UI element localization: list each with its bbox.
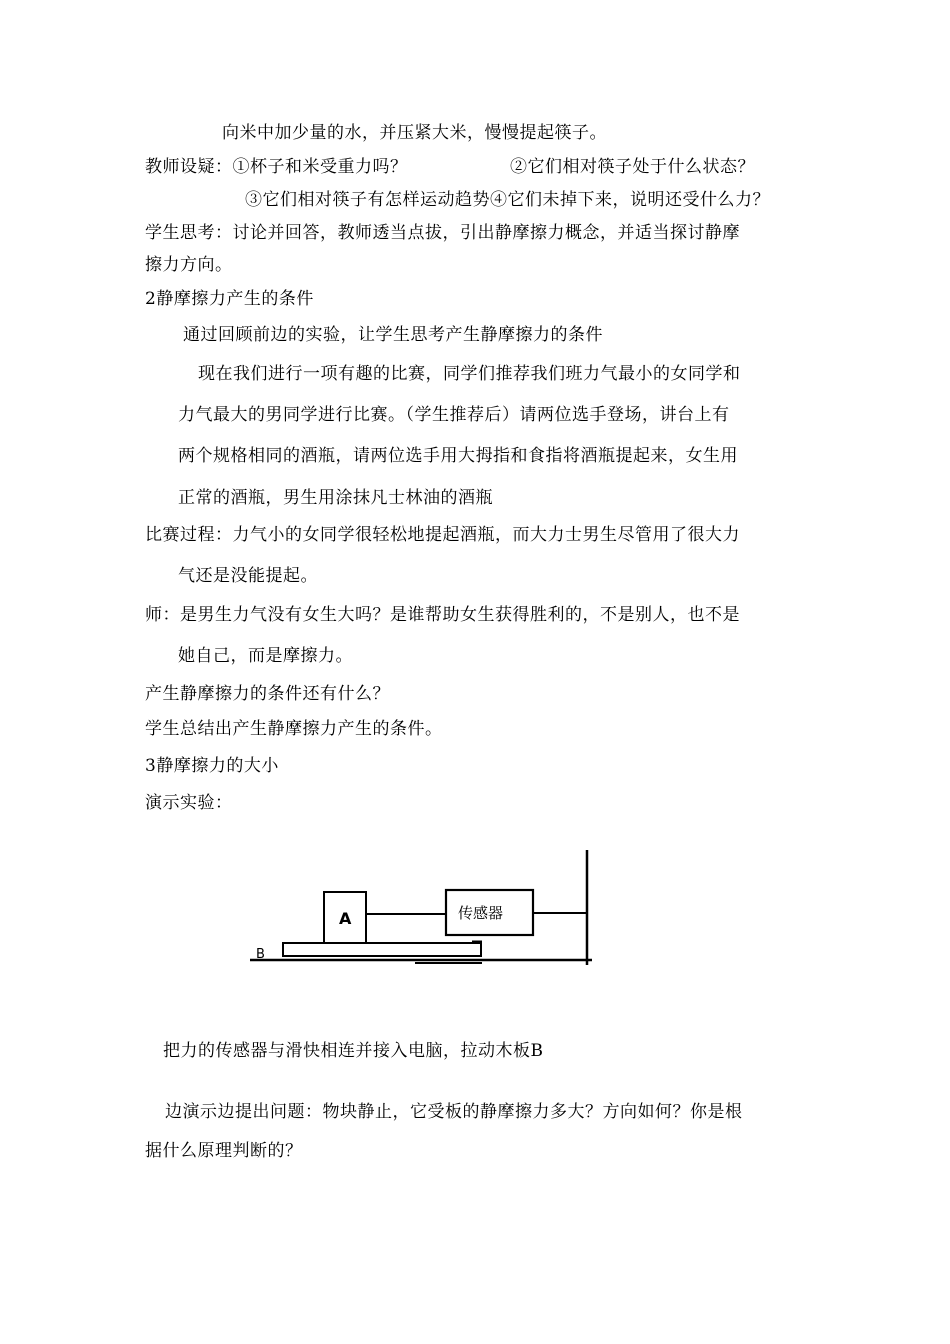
text-line-13: 气还是没能提起。 <box>178 566 318 586</box>
text-line-3: ③它们相对筷子有怎样运动趋势④它们未掉下来，说明还受什么力？ <box>245 190 770 210</box>
block-a-label: A <box>339 909 352 928</box>
text-line-20: 把力的传感器与滑快相连并接入电脑，拉动木板B <box>163 1041 544 1061</box>
text-line-10: 两个规格相同的酒瓶，请两位选手用大拇指和食指将酒瓶提起来，女生用 <box>178 446 738 466</box>
text-line-22: 据什么原理判断的？ <box>145 1141 303 1161</box>
text-line-16: 产生静摩擦力的条件还有什么？ <box>145 684 390 704</box>
board-label: B <box>256 947 265 962</box>
text-line-15: 她自己，而是摩擦力。 <box>178 646 353 666</box>
text-line-1: 向米中加少量的水，并压紧大米，慢慢提起筷子。 <box>222 123 607 143</box>
experiment-diagram <box>240 845 610 975</box>
text-line-21: 边演示边提出问题：物块静止，它受板的静摩擦力多大？方向如何？你是根 <box>165 1102 743 1122</box>
text-line-7: 通过回顾前边的实验，让学生思考产生静摩擦力的条件 <box>183 325 603 345</box>
section-heading-2: 2静摩擦力产生的条件 <box>145 289 314 309</box>
text-line-11: 正常的酒瓶，男生用涂抹凡士林油的酒瓶 <box>178 488 493 508</box>
text-line-14: 师：是男生力气没有女生大吗？是谁帮助女生获得胜利的，不是别人，也不是 <box>145 605 740 625</box>
board-b <box>283 943 481 956</box>
text-line-8: 现在我们进行一项有趣的比赛，同学们推荐我们班力气最小的女同学和 <box>198 364 741 384</box>
text-line-19: 演示实验： <box>145 793 233 813</box>
text-line-2a: 教师设疑：①杯子和米受重力吗？ <box>145 157 408 177</box>
section-heading-3: 3静摩擦力的大小 <box>145 756 279 776</box>
text-line-17: 学生总结出产生静摩擦力产生的条件。 <box>145 719 443 739</box>
sensor-label: 传感器 <box>458 904 504 922</box>
text-line-9: 力气最大的男同学进行比赛。（学生推荐后）请两位选手登场，讲台上有 <box>178 405 730 425</box>
text-line-2b: ②它们相对筷子处于什么状态？ <box>510 157 755 177</box>
text-line-12: 比赛过程：力气小的女同学很轻松地提起酒瓶，而大力士男生尽管用了很大力 <box>145 525 740 545</box>
text-line-5: 擦力方向。 <box>145 255 233 275</box>
text-line-4: 学生思考：讨论并回答，教师透当点拔，引出静摩擦力概念，并适当探讨静摩 <box>145 223 740 243</box>
